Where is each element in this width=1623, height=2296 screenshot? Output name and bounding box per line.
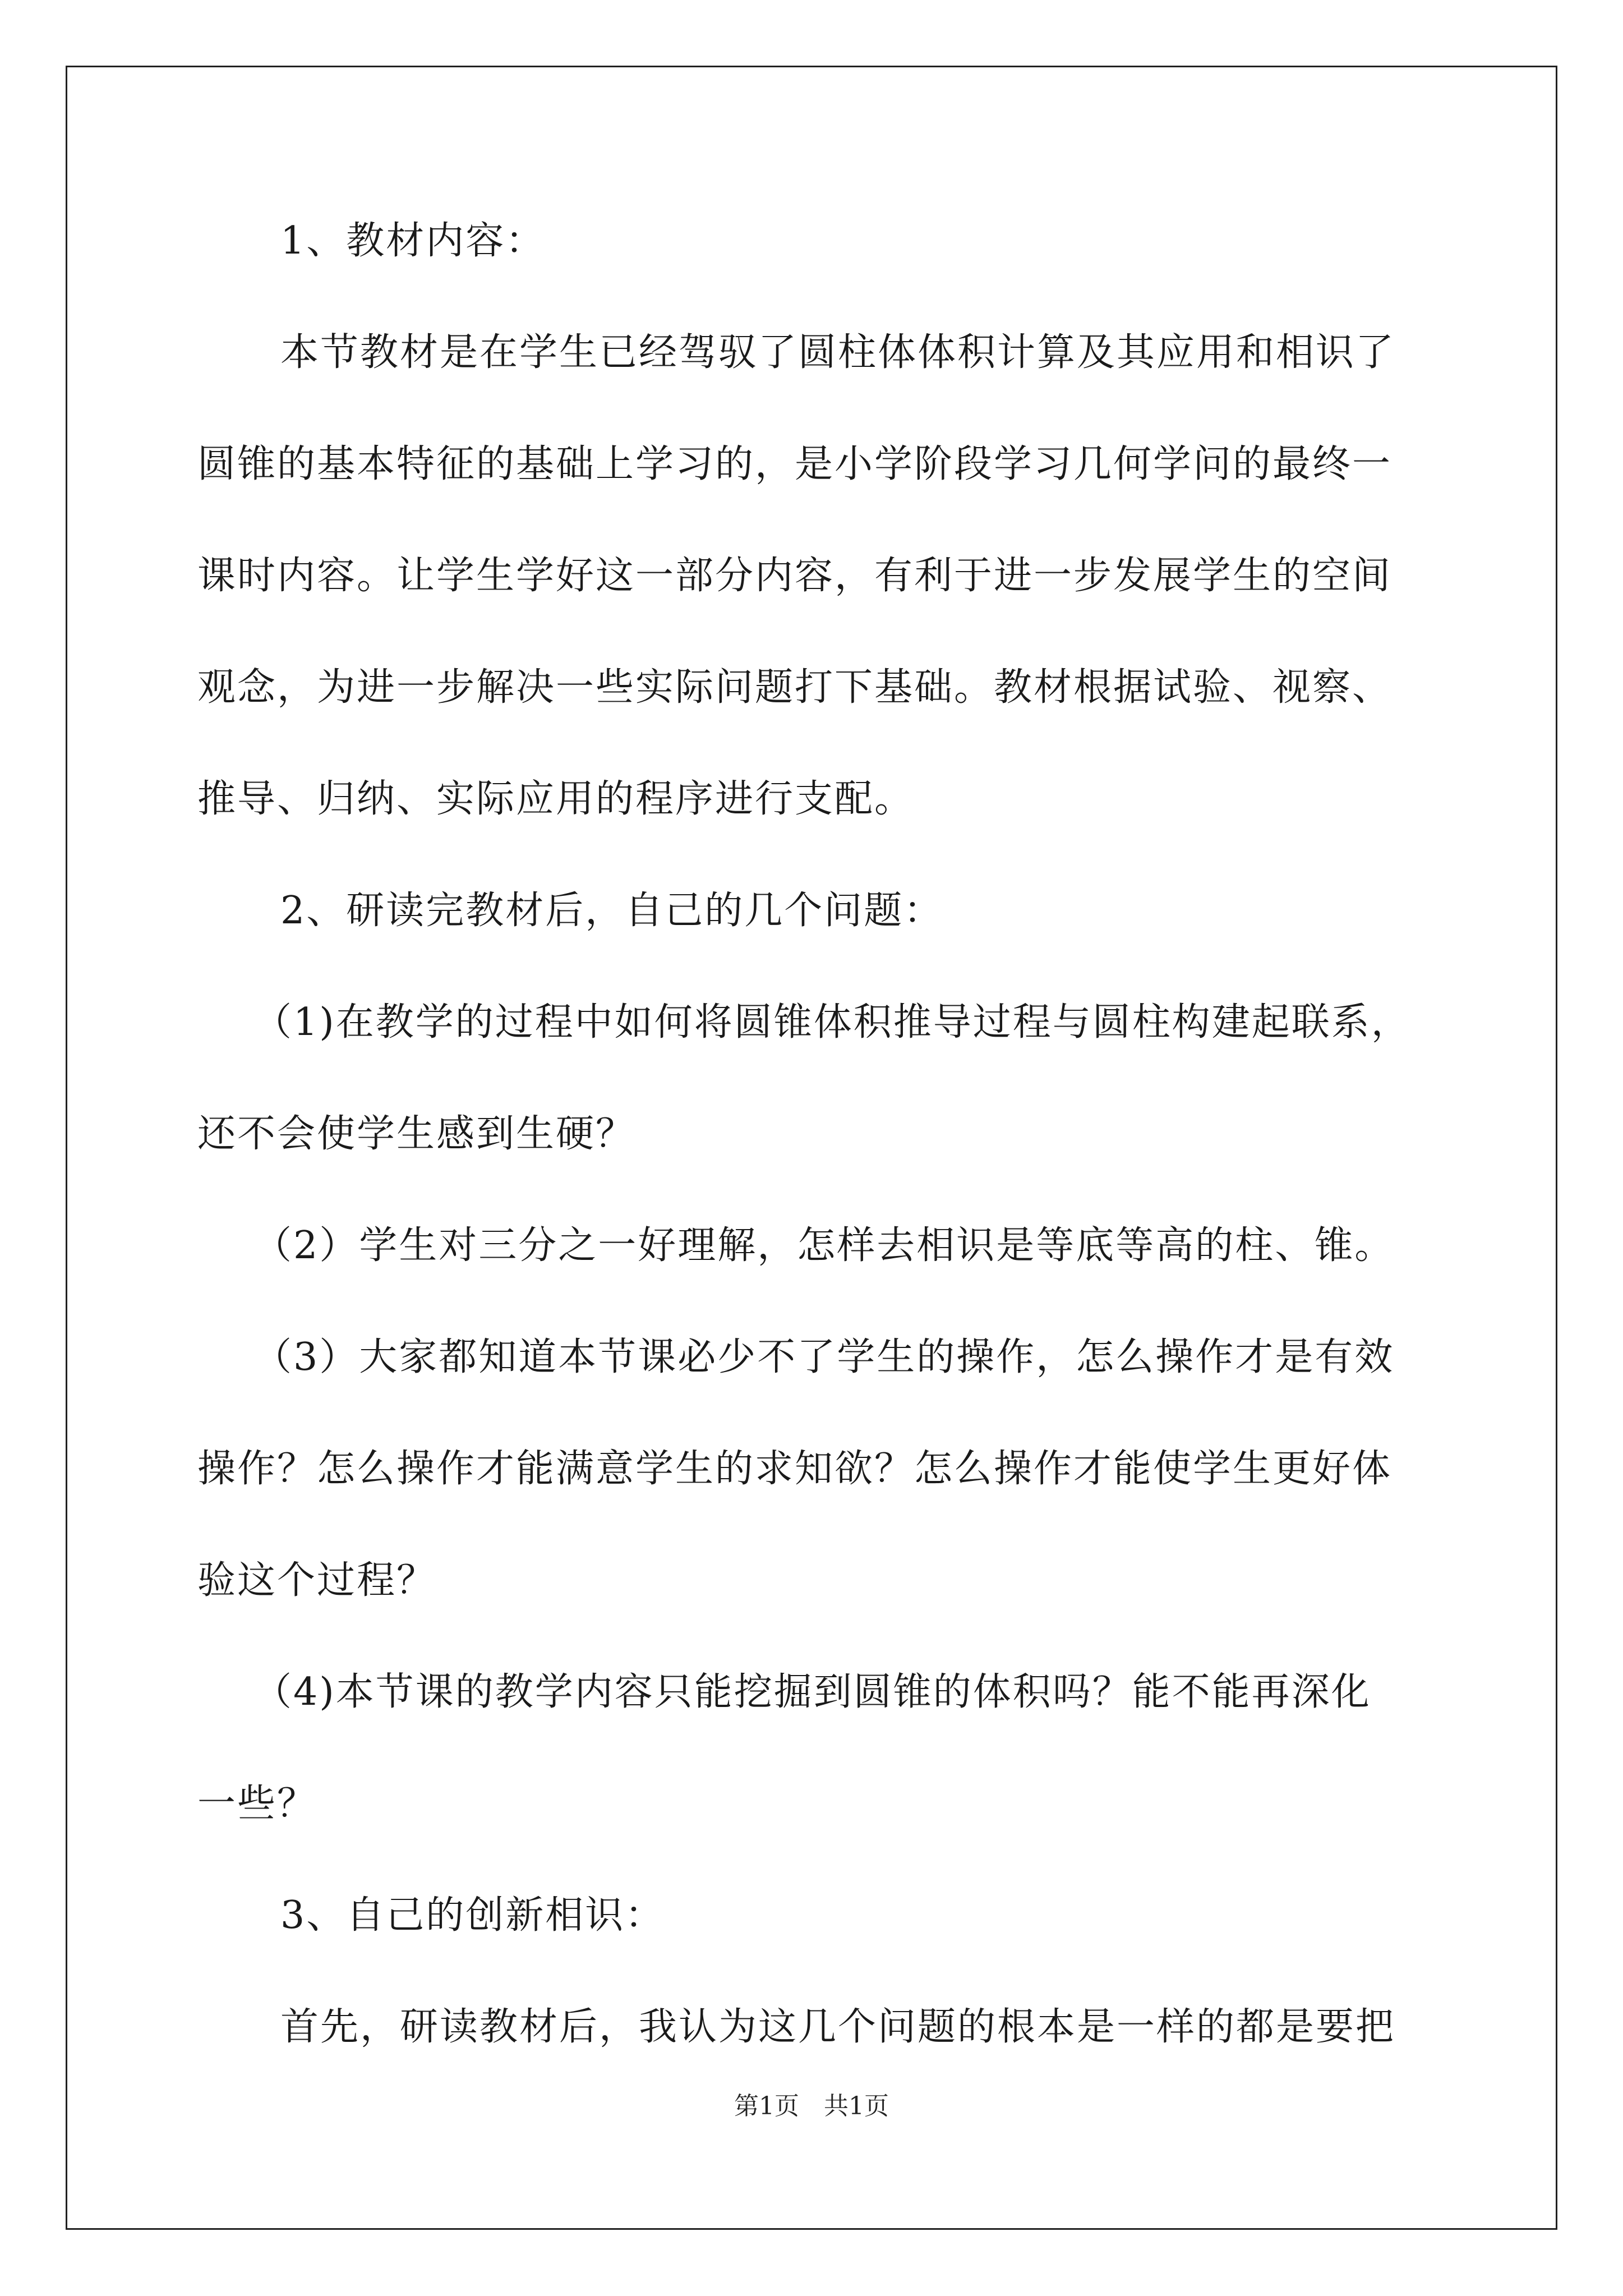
question-1-line: 还不会使学生感到生硬？ <box>197 1112 636 1156</box>
question-3-line: 验这个过程？ <box>197 1558 437 1603</box>
paragraph-line: 首先，研读教材后，我认为这几个问题的根本是一样的都是要把 <box>280 2005 1396 2049</box>
question-2-line: （2）学生对三分之一好理解，怎样去相识是等底等高的柱、锥。 <box>253 1223 1395 1268</box>
paragraph-line: 本节教材是在学生已经驾驭了圆柱体体积计算及其应用和相识了 <box>280 330 1396 375</box>
heading-3: 3、自己的创新相识： <box>280 1893 665 1938</box>
question-3-line: 操作？怎么操作才能满意学生的求知欲？怎么操作才能使学生更好体 <box>197 1447 1393 1491</box>
question-3-line: （3）大家都知道本节课必少不了学生的操作，怎么操作才是有效 <box>253 1335 1395 1379</box>
question-4-line: 一些？ <box>197 1782 317 1826</box>
paragraph-line: 观念，为进一步解决一些实际问题打下基础。教材根据试验、视察、 <box>197 665 1393 710</box>
paragraph-line: 课时内容。让学生学好这一部分内容，有利于进一步发展学生的空间 <box>197 554 1393 598</box>
question-4-line: （4)本节课的教学内容只能挖掘到圆锥的体积吗？能不能再深化 <box>253 1670 1371 1714</box>
page-footer: 第1页 共1页 <box>734 2092 889 2120</box>
heading-2: 2、研读完教材后，自己的几个问题： <box>280 889 944 933</box>
heading-1: 1、教材内容： <box>280 219 546 263</box>
question-1-line: （1)在教学的过程中如何将圆锥体积推导过程与圆柱构建起联系， <box>253 1000 1411 1045</box>
paragraph-line: 圆锥的基本特征的基础上学习的，是小学阶段学习几何学问的最终一 <box>197 442 1393 486</box>
paragraph-line: 推导、归纳、实际应用的程序进行支配。 <box>197 777 915 821</box>
